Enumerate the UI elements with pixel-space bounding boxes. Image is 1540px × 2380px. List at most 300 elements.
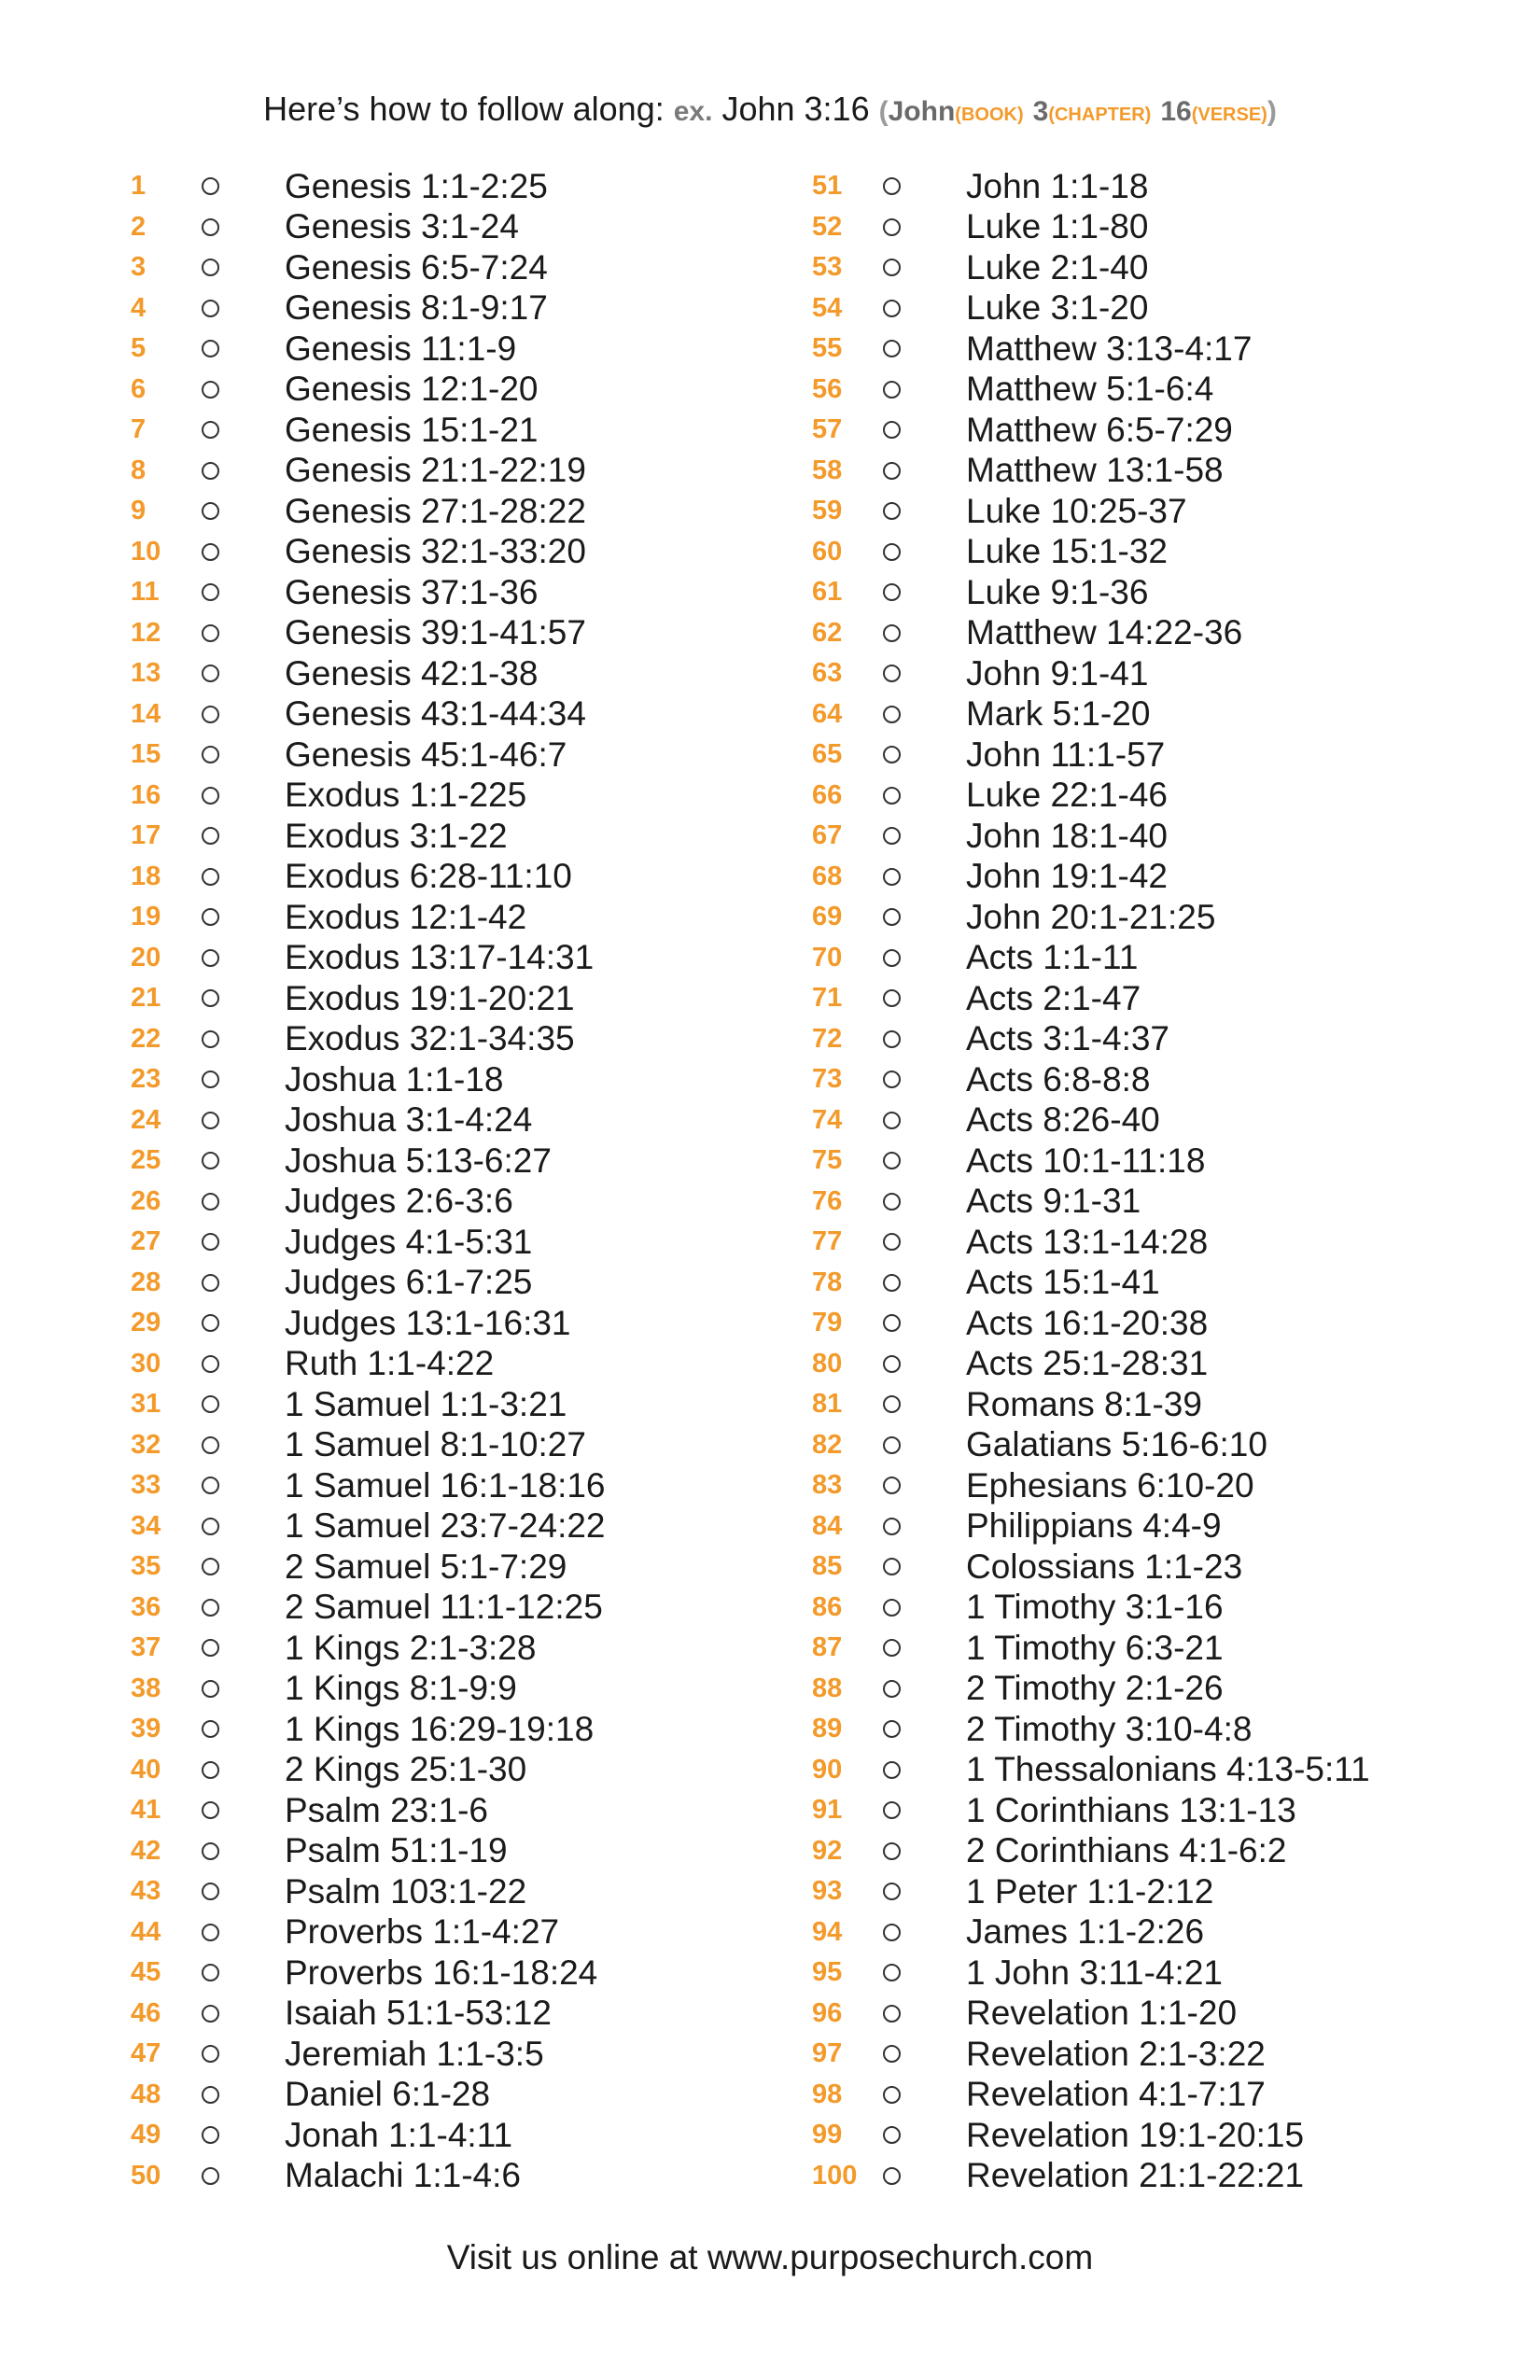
- reading-item: [131, 938, 840, 979]
- reading-passage: Exodus 12:1-42: [285, 897, 527, 936]
- reading-passage: Genesis 8:1-9:17: [285, 288, 548, 328]
- reading-number: 1: [131, 171, 147, 202]
- reading-passage: Jeremiah 1:1-3:5: [285, 2034, 544, 2073]
- reading-item: [812, 1709, 1521, 1750]
- reading-checkbox[interactable]: [883, 1518, 901, 1535]
- reading-passage: John 18:1-40: [966, 816, 1169, 855]
- reading-passage: 1 Samuel 8:1-10:27: [285, 1425, 586, 1464]
- reading-checkbox[interactable]: [883, 259, 901, 276]
- reading-checkbox[interactable]: [202, 1233, 219, 1251]
- reading-item: [812, 329, 1521, 370]
- reading-passage: Revelation 21:1-22:21: [966, 2156, 1305, 2195]
- reading-checkbox[interactable]: [883, 949, 901, 967]
- reading-number: 94: [812, 1916, 843, 1947]
- reading-checkbox[interactable]: [883, 1477, 901, 1494]
- reading-item: [131, 1059, 840, 1100]
- reading-item: [812, 978, 1521, 1019]
- reading-item: [131, 1182, 840, 1223]
- reading-item: [812, 1628, 1521, 1669]
- reading-passage: Judges 4:1-5:31: [285, 1222, 533, 1261]
- reading-number: 14: [131, 698, 161, 729]
- reading-checkbox[interactable]: [202, 665, 219, 682]
- reading-item: [131, 1019, 840, 1060]
- reading-checkbox[interactable]: [883, 1639, 901, 1657]
- reading-passage: Revelation 4:1-7:17: [966, 2075, 1266, 2114]
- reading-passage: 2 Corinthians 4:1-6:2: [966, 1831, 1287, 1870]
- reading-passage: Matthew 3:13-4:17: [966, 329, 1253, 368]
- reading-checkbox[interactable]: [883, 827, 901, 845]
- reading-passage: Luke 10:25-37: [966, 491, 1187, 530]
- reading-checkbox[interactable]: [883, 1720, 901, 1738]
- reading-checkbox[interactable]: [883, 300, 901, 317]
- reading-passage: Genesis 39:1-41:57: [285, 613, 586, 652]
- reading-number: 59: [812, 496, 843, 526]
- reading-checkbox[interactable]: [202, 1030, 219, 1048]
- reading-passage: Genesis 21:1-22:19: [285, 451, 586, 490]
- book-tag: (BOOK): [955, 105, 1024, 125]
- reading-number: 20: [131, 942, 161, 973]
- reading-item: [812, 532, 1521, 573]
- reading-passage: 1 Samuel 23:7-24:22: [285, 1506, 606, 1546]
- reading-number: 32: [131, 1429, 161, 1460]
- reading-checkbox[interactable]: [202, 502, 219, 520]
- reading-item: [812, 1588, 1521, 1629]
- reading-checkbox[interactable]: [883, 543, 901, 561]
- reading-passage: Matthew 14:22-36: [966, 613, 1243, 652]
- reading-passage: John 20:1-21:25: [966, 897, 1216, 936]
- reading-passage: Acts 9:1-31: [966, 1182, 1141, 1221]
- reading-passage: 1 Samuel 16:1-18:16: [285, 1465, 606, 1505]
- reading-checkbox[interactable]: [202, 624, 219, 642]
- reading-checkbox[interactable]: [883, 1842, 901, 1860]
- reading-number: 84: [812, 1510, 843, 1541]
- reading-checkbox[interactable]: [202, 1152, 219, 1169]
- reading-checkbox[interactable]: [883, 1801, 901, 1819]
- reading-number: 7: [131, 414, 147, 445]
- reading-passage: Luke 1:1-80: [966, 207, 1149, 246]
- reading-list-left-column: [131, 166, 840, 2196]
- reading-checkbox[interactable]: [883, 1193, 901, 1211]
- reading-number: 36: [131, 1591, 161, 1622]
- reading-checkbox[interactable]: [883, 1030, 901, 1048]
- reading-item: [812, 1831, 1521, 1872]
- reading-item: [812, 2075, 1521, 2116]
- reading-checkbox[interactable]: [202, 543, 219, 561]
- reading-checkbox[interactable]: [202, 1071, 219, 1088]
- reading-number: 89: [812, 1714, 843, 1744]
- reading-checkbox[interactable]: [202, 1761, 219, 1779]
- reading-passage: 2 Timothy 2:1-26: [966, 1669, 1224, 1708]
- reading-checkbox[interactable]: [883, 989, 901, 1007]
- reading-item: [812, 1465, 1521, 1506]
- reading-passage: 2 Samuel 11:1-12:25: [285, 1588, 603, 1627]
- reading-checkbox[interactable]: [883, 1314, 901, 1332]
- reading-checkbox[interactable]: [202, 1395, 219, 1413]
- reading-number: 37: [131, 1632, 161, 1663]
- reading-checkbox[interactable]: [883, 502, 901, 520]
- reading-item: [131, 653, 840, 694]
- reading-number: 53: [812, 252, 843, 283]
- reading-item: [131, 410, 840, 451]
- reading-passage: Genesis 3:1-24: [285, 207, 519, 246]
- reading-checkbox[interactable]: [883, 787, 901, 805]
- reading-checkbox[interactable]: [202, 177, 219, 195]
- reading-checkbox[interactable]: [202, 787, 219, 805]
- reading-passage: John 1:1-18: [966, 166, 1149, 205]
- reading-checkbox[interactable]: [202, 1314, 219, 1332]
- reading-checkbox[interactable]: [883, 1436, 901, 1454]
- reading-checkbox[interactable]: [883, 1680, 901, 1698]
- reading-passage: Luke 22:1-46: [966, 776, 1169, 815]
- reading-passage: Romans 8:1-39: [966, 1384, 1202, 1423]
- reading-passage: John 9:1-41: [966, 653, 1149, 693]
- reading-number: 11: [131, 577, 160, 608]
- reading-number: 47: [131, 2038, 161, 2069]
- reading-passage: Ruth 1:1-4:22: [285, 1344, 495, 1383]
- reading-item: [812, 451, 1521, 492]
- reading-passage: 2 Timothy 3:10-4:8: [966, 1709, 1253, 1748]
- reading-passage: 1 Kings 16:29-19:18: [285, 1709, 595, 1748]
- reading-item: [131, 1384, 840, 1425]
- reading-item: [812, 1059, 1521, 1100]
- reading-passage: Colossians 1:1-23: [966, 1547, 1243, 1586]
- reading-number: 5: [131, 333, 147, 364]
- reading-checkbox[interactable]: [202, 1518, 219, 1535]
- reading-item: [131, 1222, 840, 1263]
- reading-number: 4: [131, 292, 147, 323]
- reading-number: 19: [131, 902, 161, 932]
- reading-item: [131, 2034, 840, 2075]
- reading-item: [812, 288, 1521, 329]
- reading-number: 35: [131, 1551, 161, 1582]
- reading-checkbox[interactable]: [883, 1883, 901, 1900]
- reading-passage: Luke 15:1-32: [966, 532, 1169, 571]
- reading-checkbox[interactable]: [202, 1558, 219, 1575]
- reading-item: [812, 694, 1521, 735]
- reading-item: [131, 1831, 840, 1872]
- reading-number: 81: [812, 1389, 843, 1420]
- reading-number: 95: [812, 1957, 843, 1988]
- reading-number: 64: [812, 698, 843, 729]
- reading-item: [812, 1182, 1521, 1223]
- reading-checkbox[interactable]: [202, 949, 219, 967]
- reading-item: [131, 735, 840, 776]
- reading-number: 34: [131, 1510, 161, 1541]
- reading-number: 93: [812, 1876, 843, 1907]
- reading-number: 99: [812, 2120, 843, 2150]
- reading-checkbox[interactable]: [883, 381, 901, 399]
- reading-passage: Exodus 19:1-20:21: [285, 978, 575, 1017]
- reading-checkbox[interactable]: [202, 583, 219, 601]
- reading-checkbox[interactable]: [883, 340, 901, 357]
- reading-item: [131, 1994, 840, 2035]
- reading-passage: Genesis 37:1-36: [285, 572, 539, 611]
- reading-item: [812, 776, 1521, 817]
- reading-checkbox[interactable]: [883, 421, 901, 439]
- reading-item: [812, 1871, 1521, 1912]
- reading-checkbox[interactable]: [883, 1152, 901, 1169]
- reading-passage: 1 Timothy 3:1-16: [966, 1588, 1224, 1627]
- reading-item: [131, 978, 840, 1019]
- reading-item: [812, 613, 1521, 654]
- reading-item: [131, 1100, 840, 1141]
- reading-number: 30: [131, 1348, 161, 1379]
- reading-passage: Acts 25:1-28:31: [966, 1344, 1209, 1383]
- reading-checkbox[interactable]: [883, 2045, 901, 2063]
- reading-number: 88: [812, 1673, 843, 1703]
- reading-number: 13: [131, 658, 161, 689]
- reading-passage: Acts 6:8-8:8: [966, 1059, 1151, 1099]
- reading-item: [812, 1222, 1521, 1263]
- reading-passage: 1 Kings 2:1-3:28: [285, 1628, 537, 1667]
- reading-passage: Revelation 19:1-20:15: [966, 2115, 1305, 2154]
- reading-passage: Philippians 4:4-9: [966, 1506, 1222, 1546]
- reading-checkbox[interactable]: [883, 1274, 901, 1292]
- chapter-tag: (CHAPTER): [1048, 105, 1152, 125]
- close-paren: ): [1267, 96, 1277, 127]
- reading-item: [812, 2156, 1521, 2197]
- reading-checkbox[interactable]: [202, 340, 219, 357]
- reading-number: 22: [131, 1023, 161, 1054]
- reading-item: [131, 613, 840, 654]
- reading-checkbox[interactable]: [202, 421, 219, 439]
- reading-number: 9: [131, 496, 147, 526]
- reading-passage: 1 John 3:11-4:21: [966, 1953, 1223, 1992]
- reading-passage: John 19:1-42: [966, 857, 1169, 896]
- reading-checkbox[interactable]: [883, 665, 901, 682]
- reading-number: 28: [131, 1267, 161, 1297]
- reading-checkbox[interactable]: [883, 462, 901, 480]
- reading-passage: Revelation 2:1-3:22: [966, 2034, 1266, 2073]
- reading-passage: Acts 2:1-47: [966, 978, 1141, 1017]
- reading-number: 72: [812, 1023, 843, 1054]
- reading-passage: Acts 10:1-11:18: [966, 1141, 1206, 1180]
- reading-checkbox[interactable]: [202, 827, 219, 845]
- reading-checkbox[interactable]: [202, 1193, 219, 1211]
- reading-checkbox[interactable]: [202, 2045, 219, 2063]
- reading-item: [812, 1912, 1521, 1953]
- reading-passage: James 1:1-2:26: [966, 1912, 1205, 1952]
- reading-checkbox[interactable]: [202, 1801, 219, 1819]
- reading-item: [131, 572, 840, 613]
- reading-number: 10: [131, 536, 161, 567]
- reading-checkbox[interactable]: [883, 583, 901, 601]
- reading-checkbox[interactable]: [202, 1112, 219, 1129]
- reading-checkbox[interactable]: [883, 1112, 901, 1129]
- reading-checkbox[interactable]: [202, 1477, 219, 1494]
- reading-checkbox[interactable]: [883, 1558, 901, 1575]
- reading-checkbox[interactable]: [202, 2086, 219, 2104]
- reading-checkbox[interactable]: [202, 2167, 219, 2185]
- reading-checkbox[interactable]: [202, 1964, 219, 1981]
- reading-checkbox[interactable]: [883, 177, 901, 195]
- reading-number: 68: [812, 861, 843, 891]
- reading-checkbox[interactable]: [883, 868, 901, 886]
- reading-number: 66: [812, 779, 843, 810]
- reading-checkbox[interactable]: [883, 1924, 901, 1941]
- reading-item: [812, 735, 1521, 776]
- reading-checkbox[interactable]: [883, 2167, 901, 2185]
- reading-number: 18: [131, 861, 161, 891]
- reading-number: 61: [812, 577, 843, 608]
- reading-number: 41: [131, 1795, 161, 1826]
- reading-number: 50: [131, 2160, 161, 2191]
- reading-item: [131, 451, 840, 492]
- reading-item: [812, 938, 1521, 979]
- verse-number: 16: [1160, 96, 1192, 127]
- reading-passage: Acts 16:1-20:38: [966, 1303, 1209, 1342]
- reading-checkbox[interactable]: [883, 706, 901, 723]
- reading-checkbox[interactable]: [202, 1436, 219, 1454]
- reading-checkbox[interactable]: [202, 746, 219, 763]
- reading-number: 85: [812, 1551, 843, 1582]
- reading-number: 100: [812, 2160, 858, 2191]
- reading-number: 55: [812, 333, 843, 364]
- open-paren: (: [878, 96, 889, 127]
- reading-passage: Exodus 1:1-225: [285, 776, 527, 815]
- reading-item: [131, 1953, 840, 1994]
- reading-passage: Genesis 27:1-28:22: [285, 491, 586, 530]
- reading-item: [812, 1750, 1521, 1791]
- instructions-intro: Here’s how to follow along:: [263, 90, 665, 128]
- footer-website: Visit us online at www.purposechurch.com: [446, 2238, 1094, 2276]
- reading-checkbox[interactable]: [202, 989, 219, 1007]
- reading-checkbox[interactable]: [202, 462, 219, 480]
- reading-checkbox[interactable]: [883, 746, 901, 763]
- reading-item: [131, 288, 840, 329]
- reading-checkbox[interactable]: [202, 2005, 219, 2023]
- reading-passage: Acts 1:1-11: [966, 938, 1139, 977]
- book-word: John: [888, 96, 956, 127]
- reading-number: 87: [812, 1632, 843, 1663]
- reading-checkbox[interactable]: [202, 381, 219, 399]
- reading-passage: 1 Corinthians 13:1-13: [966, 1790, 1296, 1829]
- reading-checkbox[interactable]: [883, 1599, 901, 1617]
- instructions-header: [0, 90, 1540, 129]
- reading-number: 31: [131, 1389, 161, 1420]
- reading-item: [812, 1141, 1521, 1182]
- reading-passage: Genesis 1:1-2:25: [285, 166, 548, 205]
- reading-item: [812, 247, 1521, 288]
- reading-checkbox[interactable]: [202, 706, 219, 723]
- reading-passage: Genesis 42:1-38: [285, 653, 539, 693]
- reading-checkbox[interactable]: [202, 1680, 219, 1698]
- reading-number: 90: [812, 1754, 843, 1785]
- reading-checkbox[interactable]: [202, 908, 219, 926]
- reading-checkbox[interactable]: [883, 908, 901, 926]
- reading-passage: Isaiah 51:1-53:12: [285, 1994, 552, 2033]
- reading-number: 96: [812, 1997, 843, 2028]
- reading-passage: Luke 9:1-36: [966, 572, 1149, 611]
- reading-checkbox[interactable]: [883, 1761, 901, 1779]
- reading-checkbox[interactable]: [883, 2005, 901, 2023]
- reading-item: [131, 816, 840, 857]
- reading-item: [812, 1953, 1521, 1994]
- reading-checkbox[interactable]: [202, 1599, 219, 1617]
- reading-item: [131, 1425, 840, 1466]
- reading-passage: 1 Timothy 6:3-21: [966, 1628, 1224, 1667]
- reading-checkbox[interactable]: [883, 624, 901, 642]
- reading-passage: Luke 3:1-20: [966, 288, 1149, 328]
- reading-item: [812, 1425, 1521, 1466]
- reading-number: 8: [131, 455, 147, 485]
- reading-passage: Exodus 32:1-34:35: [285, 1019, 575, 1058]
- reading-number: 57: [812, 414, 843, 445]
- reading-number: 40: [131, 1754, 161, 1785]
- reading-checkbox[interactable]: [883, 1395, 901, 1413]
- reading-number: 79: [812, 1308, 843, 1338]
- reading-checkbox[interactable]: [202, 868, 219, 886]
- reading-checkbox[interactable]: [883, 2086, 901, 2104]
- reading-number: 62: [812, 617, 843, 648]
- reading-checkbox[interactable]: [202, 1883, 219, 1900]
- reading-checkbox[interactable]: [202, 1924, 219, 1941]
- reading-passage: Joshua 5:13-6:27: [285, 1141, 552, 1180]
- reading-checkbox[interactable]: [202, 1842, 219, 1860]
- reading-checkbox[interactable]: [202, 1639, 219, 1657]
- reading-item: [131, 1465, 840, 1506]
- reading-checkbox[interactable]: [202, 259, 219, 276]
- reading-passage: John 11:1-57: [966, 735, 1166, 774]
- reading-checkbox[interactable]: [883, 1071, 901, 1088]
- reading-passage: Genesis 43:1-44:34: [285, 694, 586, 734]
- reading-passage: Judges 13:1-16:31: [285, 1303, 571, 1342]
- reading-item: [131, 1628, 840, 1669]
- reading-passage: Proverbs 16:1-18:24: [285, 1953, 598, 1992]
- reading-checkbox[interactable]: [202, 1720, 219, 1738]
- reading-number: 42: [131, 1835, 161, 1866]
- reading-checkbox[interactable]: [202, 2126, 219, 2144]
- reading-item: [812, 1506, 1521, 1547]
- reading-item: [131, 1263, 840, 1304]
- reading-checkbox[interactable]: [202, 218, 219, 236]
- reading-item: [812, 1669, 1521, 1710]
- reading-item: [131, 1912, 840, 1953]
- reading-number: 67: [812, 820, 843, 851]
- reading-item: [131, 1871, 840, 1912]
- reading-passage: Exodus 6:28-11:10: [285, 857, 572, 896]
- reading-item: [812, 2034, 1521, 2075]
- reading-number: 23: [131, 1064, 161, 1095]
- reading-passage: Luke 2:1-40: [966, 247, 1149, 287]
- reading-item: [812, 653, 1521, 694]
- reading-checkbox[interactable]: [202, 1274, 219, 1292]
- reading-checkbox[interactable]: [883, 1964, 901, 1981]
- reading-passage: Psalm 51:1-19: [285, 1831, 508, 1870]
- reading-passage: Malachi 1:1-4:6: [285, 2156, 521, 2195]
- reading-item: [131, 1303, 840, 1344]
- reading-checkbox[interactable]: [883, 1355, 901, 1373]
- reading-item: [131, 166, 840, 207]
- reading-checkbox[interactable]: [883, 2126, 901, 2144]
- reading-checkbox[interactable]: [202, 1355, 219, 1373]
- reading-checkbox[interactable]: [883, 218, 901, 236]
- reading-item: [812, 370, 1521, 411]
- reading-item: [812, 166, 1521, 207]
- reading-number: 27: [131, 1226, 161, 1257]
- reading-passage: Psalm 103:1-22: [285, 1871, 527, 1911]
- example-label: ex.: [673, 96, 713, 127]
- reading-passage: Genesis 45:1-46:7: [285, 735, 567, 774]
- reading-number: 91: [812, 1795, 843, 1826]
- chapter-number: 3: [1032, 96, 1049, 127]
- reading-number: 75: [812, 1145, 843, 1176]
- reading-number: 43: [131, 1876, 161, 1907]
- reading-checkbox[interactable]: [883, 1233, 901, 1251]
- reading-checkbox[interactable]: [202, 300, 219, 317]
- reading-number: 54: [812, 292, 843, 323]
- reading-passage: Genesis 12:1-20: [285, 370, 539, 409]
